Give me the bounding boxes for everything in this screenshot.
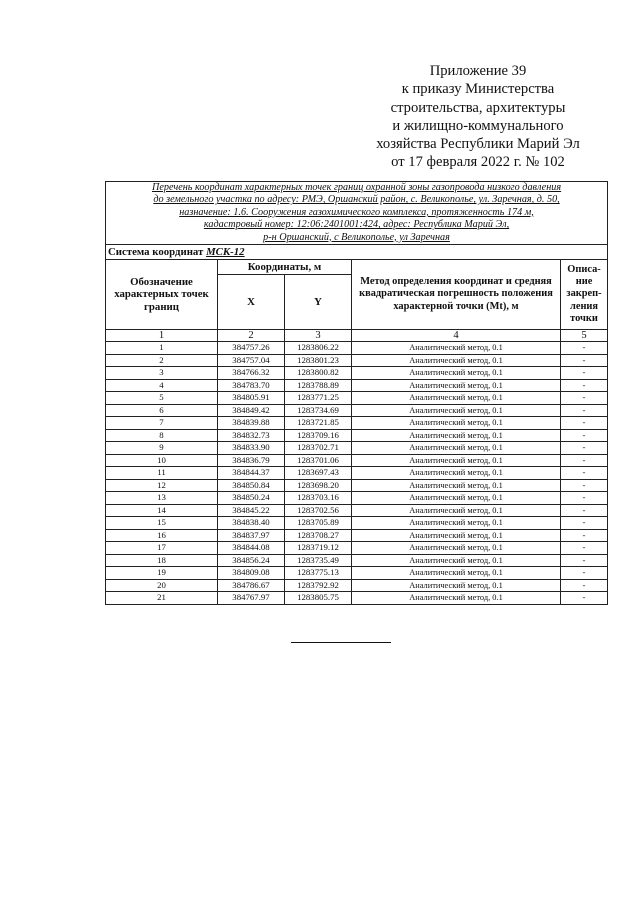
method-cell: Аналитический метод, 0.1 xyxy=(352,404,561,417)
title-line: назначение: 1.6. Сооружения газохимического комплекса, протяженность 174 м, xyxy=(179,206,534,218)
method-cell: Аналитический метод, 0.1 xyxy=(352,567,561,580)
description-cell: - xyxy=(561,429,608,442)
method-cell: Аналитический метод, 0.1 xyxy=(352,342,561,355)
header-coordinates: Координаты, м xyxy=(218,260,352,275)
header-y: Y xyxy=(285,275,352,330)
description-cell: - xyxy=(561,542,608,555)
description-cell: - xyxy=(561,517,608,530)
coordinate-system-label: Система координат xyxy=(108,245,204,258)
y-cell: 1283775.13 xyxy=(285,567,352,580)
x-cell: 384844.08 xyxy=(218,542,285,555)
point-number-cell: 15 xyxy=(106,517,218,530)
point-number-cell: 18 xyxy=(106,554,218,567)
column-number: 1 xyxy=(106,330,218,342)
method-cell: Аналитический метод, 0.1 xyxy=(352,392,561,405)
column-number: 4 xyxy=(352,330,561,342)
description-cell: - xyxy=(561,404,608,417)
y-cell: 1283708.27 xyxy=(285,529,352,542)
point-number-cell: 3 xyxy=(106,367,218,380)
method-cell: Аналитический метод, 0.1 xyxy=(352,579,561,592)
table-row xyxy=(106,367,608,380)
column-number: 2 xyxy=(218,330,285,342)
method-cell: Аналитический метод, 0.1 xyxy=(352,454,561,467)
point-number-cell: 13 xyxy=(106,492,218,505)
method-cell: Аналитический метод, 0.1 xyxy=(352,367,561,380)
method-cell: Аналитический метод, 0.1 xyxy=(352,467,561,480)
column-number-row xyxy=(106,330,608,342)
x-cell: 384757.04 xyxy=(218,354,285,367)
description-cell: - xyxy=(561,367,608,380)
point-number-cell: 20 xyxy=(106,579,218,592)
method-cell: Аналитический метод, 0.1 xyxy=(352,479,561,492)
y-cell: 1283702.56 xyxy=(285,504,352,517)
x-cell: 384757.26 xyxy=(218,342,285,355)
table-row xyxy=(106,379,608,392)
x-cell: 384805.91 xyxy=(218,392,285,405)
column-number: 3 xyxy=(285,330,352,342)
description-cell: - xyxy=(561,592,608,605)
method-cell: Аналитический метод, 0.1 xyxy=(352,354,561,367)
y-cell: 1283800.82 xyxy=(285,367,352,380)
y-cell: 1283806.22 xyxy=(285,342,352,355)
description-cell: - xyxy=(561,567,608,580)
method-cell: Аналитический метод, 0.1 xyxy=(352,504,561,517)
y-cell: 1283703.16 xyxy=(285,492,352,505)
y-cell: 1283705.89 xyxy=(285,517,352,530)
point-number-cell: 16 xyxy=(106,529,218,542)
method-cell: Аналитический метод, 0.1 xyxy=(352,492,561,505)
description-cell: - xyxy=(561,354,608,367)
description-cell: - xyxy=(561,392,608,405)
x-cell: 384767.97 xyxy=(218,592,285,605)
table-row xyxy=(106,529,608,542)
y-cell: 1283709.16 xyxy=(285,429,352,442)
description-cell: - xyxy=(561,442,608,455)
y-cell: 1283792.92 xyxy=(285,579,352,592)
table-title xyxy=(106,182,608,245)
title-line: Перечень координат характерных точек границ охранной зоны газопровода низкого давления xyxy=(151,182,562,193)
description-cell: - xyxy=(561,342,608,355)
point-number-cell: 8 xyxy=(106,429,218,442)
appendix-line: Приложение 39 xyxy=(429,63,527,79)
point-number-cell: 14 xyxy=(106,504,218,517)
appendix-header xyxy=(368,62,588,172)
description-cell: - xyxy=(561,504,608,517)
appendix-line: и жилищно-коммунального xyxy=(392,117,564,134)
coordinate-system-value: МСК-12 xyxy=(206,245,245,258)
method-cell: Аналитический метод, 0.1 xyxy=(352,554,561,567)
point-number-cell: 5 xyxy=(106,392,218,405)
y-cell: 1283698.20 xyxy=(285,479,352,492)
table-row xyxy=(106,592,608,605)
table-row xyxy=(106,554,608,567)
description-cell: - xyxy=(561,467,608,480)
x-cell: 384839.88 xyxy=(218,417,285,430)
point-number-cell: 19 xyxy=(106,567,218,580)
appendix-line: строительства, архитектуры xyxy=(390,99,566,116)
y-cell: 1283735.49 xyxy=(285,554,352,567)
point-number-cell: 2 xyxy=(106,354,218,367)
method-cell: Аналитический метод, 0.1 xyxy=(352,442,561,455)
y-cell: 1283721.85 xyxy=(285,417,352,430)
table-row xyxy=(106,579,608,592)
table-title-row xyxy=(106,182,608,245)
header-designation: Обозначение характерных точек границ xyxy=(106,260,218,330)
x-cell: 384844.37 xyxy=(218,467,285,480)
table-row xyxy=(106,517,608,530)
point-number-cell: 11 xyxy=(106,467,218,480)
method-cell: Аналитический метод, 0.1 xyxy=(352,417,561,430)
method-cell: Аналитический метод, 0.1 xyxy=(352,592,561,605)
description-cell: - xyxy=(561,379,608,392)
y-cell: 1283734.69 xyxy=(285,404,352,417)
point-number-cell: 4 xyxy=(106,379,218,392)
title-line: р-н Оршанский, с Великополье, ул Заречная xyxy=(263,231,450,243)
column-number: 5 xyxy=(561,330,608,342)
x-cell: 384850.84 xyxy=(218,479,285,492)
point-number-cell: 21 xyxy=(106,592,218,605)
x-cell: 384786.67 xyxy=(218,579,285,592)
y-cell: 1283719.12 xyxy=(285,542,352,555)
header-x: X xyxy=(218,275,285,330)
table-row xyxy=(106,354,608,367)
point-number-cell: 1 xyxy=(106,342,218,355)
x-cell: 384850.24 xyxy=(218,492,285,505)
x-cell: 384836.79 xyxy=(218,454,285,467)
y-cell: 1283701.06 xyxy=(285,454,352,467)
table-row xyxy=(106,429,608,442)
description-cell: - xyxy=(561,417,608,430)
description-cell: - xyxy=(561,479,608,492)
description-cell: - xyxy=(561,579,608,592)
y-cell: 1283805.75 xyxy=(285,592,352,605)
title-line: до земельного участка по адресу: РМЭ, Оршанский район, с. Великополье, ул. Заречная, д. 50, xyxy=(153,194,560,206)
header-method: Метод определения координат и средняя квадратическая погрешность положения характерной точки (Mt), м xyxy=(352,260,561,330)
point-number-cell: 10 xyxy=(106,454,218,467)
method-cell: Аналитический метод, 0.1 xyxy=(352,429,561,442)
point-number-cell: 17 xyxy=(106,542,218,555)
description-cell: - xyxy=(561,529,608,542)
y-cell: 1283697.43 xyxy=(285,467,352,480)
method-cell: Аналитический метод, 0.1 xyxy=(352,542,561,555)
x-cell: 384845.22 xyxy=(218,504,285,517)
method-cell: Аналитический метод, 0.1 xyxy=(352,517,561,530)
signature-divider xyxy=(291,642,391,643)
description-cell: - xyxy=(561,554,608,567)
appendix-line: хозяйства Республики Марий Эл xyxy=(376,136,580,153)
coordinates-table xyxy=(105,181,608,605)
coordinate-system xyxy=(106,245,608,260)
y-cell: 1283702.71 xyxy=(285,442,352,455)
x-cell: 384849.42 xyxy=(218,404,285,417)
method-cell: Аналитический метод, 0.1 xyxy=(352,529,561,542)
point-number-cell: 6 xyxy=(106,404,218,417)
x-cell: 384809.08 xyxy=(218,567,285,580)
point-number-cell: 9 xyxy=(106,442,218,455)
appendix-line: к приказу Министерства xyxy=(401,81,555,98)
table-row xyxy=(106,542,608,555)
table-row xyxy=(106,492,608,505)
table-row xyxy=(106,442,608,455)
x-cell: 384766.32 xyxy=(218,367,285,380)
header-description: Описа-ние закреп-ления точки xyxy=(561,260,608,330)
table-row xyxy=(106,454,608,467)
table-row xyxy=(106,504,608,517)
description-cell: - xyxy=(561,492,608,505)
x-cell: 384783.70 xyxy=(218,379,285,392)
table-row xyxy=(106,392,608,405)
table-row xyxy=(106,567,608,580)
table-row xyxy=(106,417,608,430)
x-cell: 384856.24 xyxy=(218,554,285,567)
y-cell: 1283801.23 xyxy=(285,354,352,367)
point-number-cell: 7 xyxy=(106,417,218,430)
appendix-line: от 17 февраля 2022 г. № 102 xyxy=(391,154,565,171)
table-row xyxy=(106,479,608,492)
x-cell: 384838.40 xyxy=(218,517,285,530)
y-cell: 1283788.89 xyxy=(285,379,352,392)
point-number-cell: 12 xyxy=(106,479,218,492)
description-cell: - xyxy=(561,454,608,467)
coordinate-system-row xyxy=(106,245,608,260)
table-row xyxy=(106,467,608,480)
x-cell: 384832.73 xyxy=(218,429,285,442)
x-cell: 384837.97 xyxy=(218,529,285,542)
y-cell: 1283771.25 xyxy=(285,392,352,405)
header-row xyxy=(106,260,608,275)
x-cell: 384833.90 xyxy=(218,442,285,455)
title-line: кадастровый номер: 12:06:2401001:424, адрес: Республика Марий Эл, xyxy=(203,219,510,231)
method-cell: Аналитический метод, 0.1 xyxy=(352,379,561,392)
table-row xyxy=(106,404,608,417)
table-row xyxy=(106,342,608,355)
